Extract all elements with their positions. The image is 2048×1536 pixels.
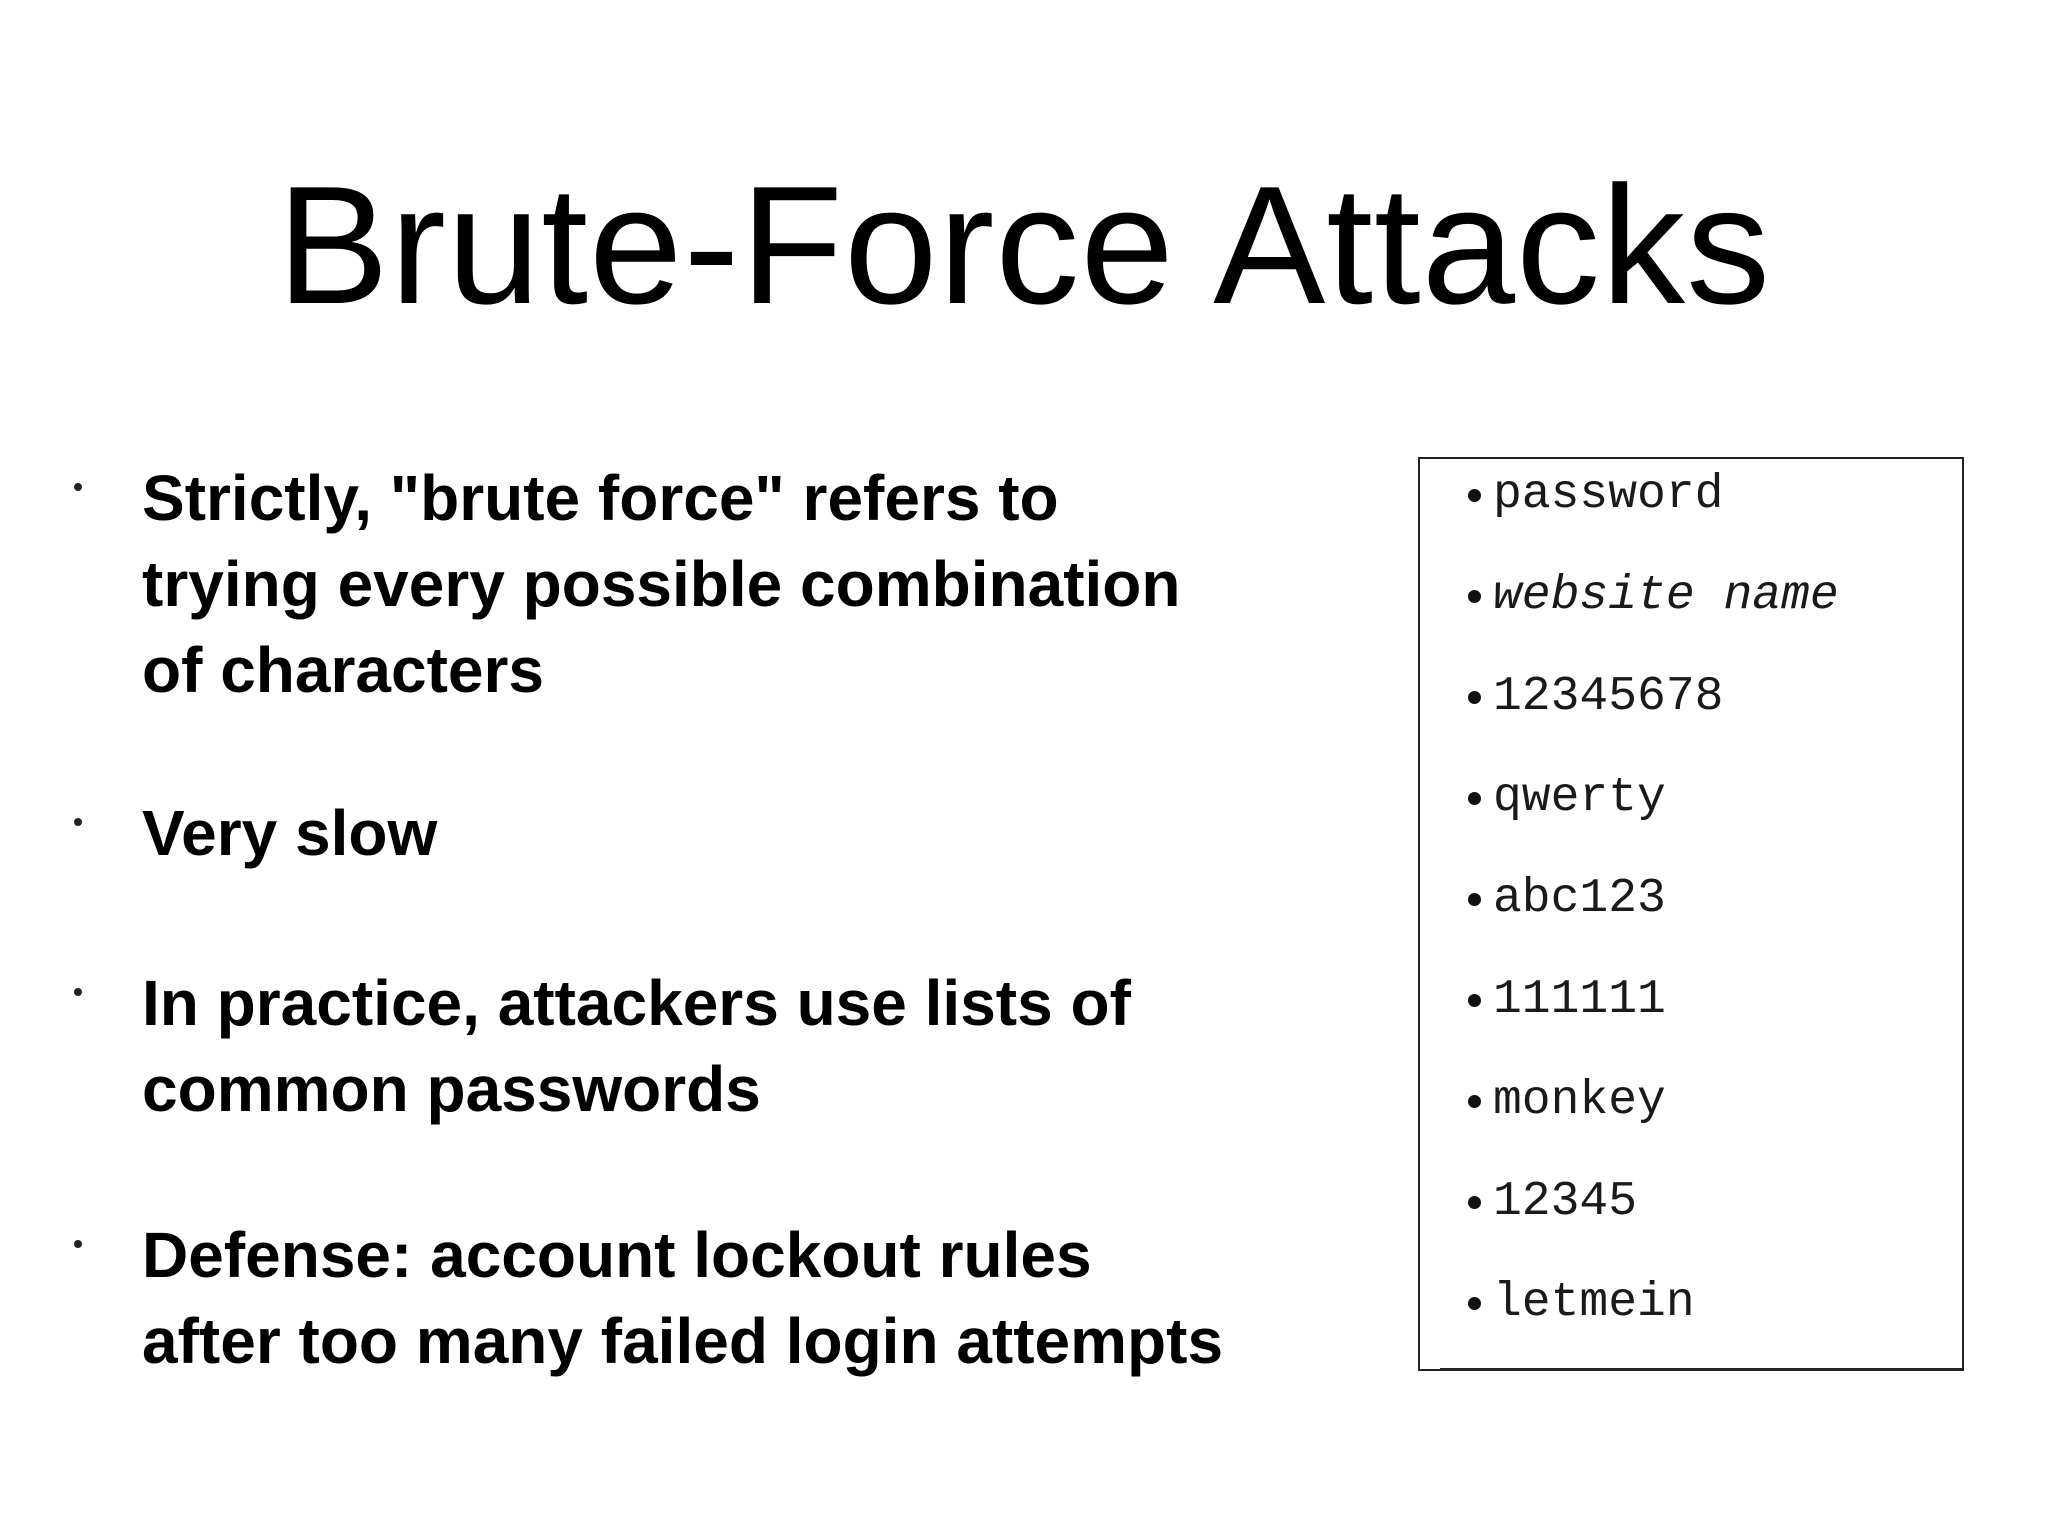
password-list-item (1468, 1167, 1637, 1237)
password-text: password (1493, 468, 1724, 522)
password-text: abc123 (1493, 872, 1666, 926)
list-bullet-icon (1468, 994, 1481, 1007)
password-list-item (1468, 763, 1666, 833)
bullet-text: In practice, attackers use lists of common passwords (142, 967, 1131, 1125)
password-list-item (1468, 864, 1666, 934)
common-passwords-list (1420, 459, 1962, 1369)
password-text: website name (1493, 569, 1839, 623)
list-bullet-icon (1468, 792, 1481, 805)
password-list-item (1468, 662, 1723, 732)
common-passwords-panel (1418, 457, 1964, 1371)
bullet-text: Very slow (142, 797, 438, 869)
list-bullet-icon (1468, 691, 1481, 704)
password-list-item (1468, 1268, 1695, 1338)
password-list-item (1468, 1066, 1666, 1136)
password-text: 12345678 (1493, 670, 1724, 724)
password-text: qwerty (1493, 771, 1666, 825)
list-bullet-icon (1468, 489, 1481, 502)
password-text: letmein (1493, 1276, 1695, 1330)
list-bullet-icon (1468, 1095, 1481, 1108)
bullet-dot-icon (74, 1240, 82, 1248)
password-text: 12345 (1493, 1175, 1638, 1229)
list-bullet-icon (1468, 893, 1481, 906)
list-bullet-icon (1468, 1297, 1481, 1310)
password-list-item (1468, 965, 1666, 1035)
password-text: monkey (1493, 1074, 1666, 1128)
bullet-dot-icon (74, 818, 82, 826)
bullet-dot-icon (74, 483, 82, 491)
bullet-dot-icon (74, 988, 82, 996)
password-text: 111111 (1493, 973, 1666, 1027)
bullet-text: Strictly, "brute force" refers to trying every possible combination of characters (142, 462, 1181, 706)
bullet-text: Defense: account lockout rules after too many failed login attempts (142, 1219, 1224, 1377)
password-list-item (1468, 561, 1839, 631)
password-list-item (1468, 460, 1723, 530)
slide-title: Brute-Force Attacks (276, 151, 1772, 339)
list-bullet-icon (1468, 590, 1481, 603)
list-bullet-icon (1468, 1196, 1481, 1209)
panel-bottom-rule (1440, 1368, 1964, 1371)
